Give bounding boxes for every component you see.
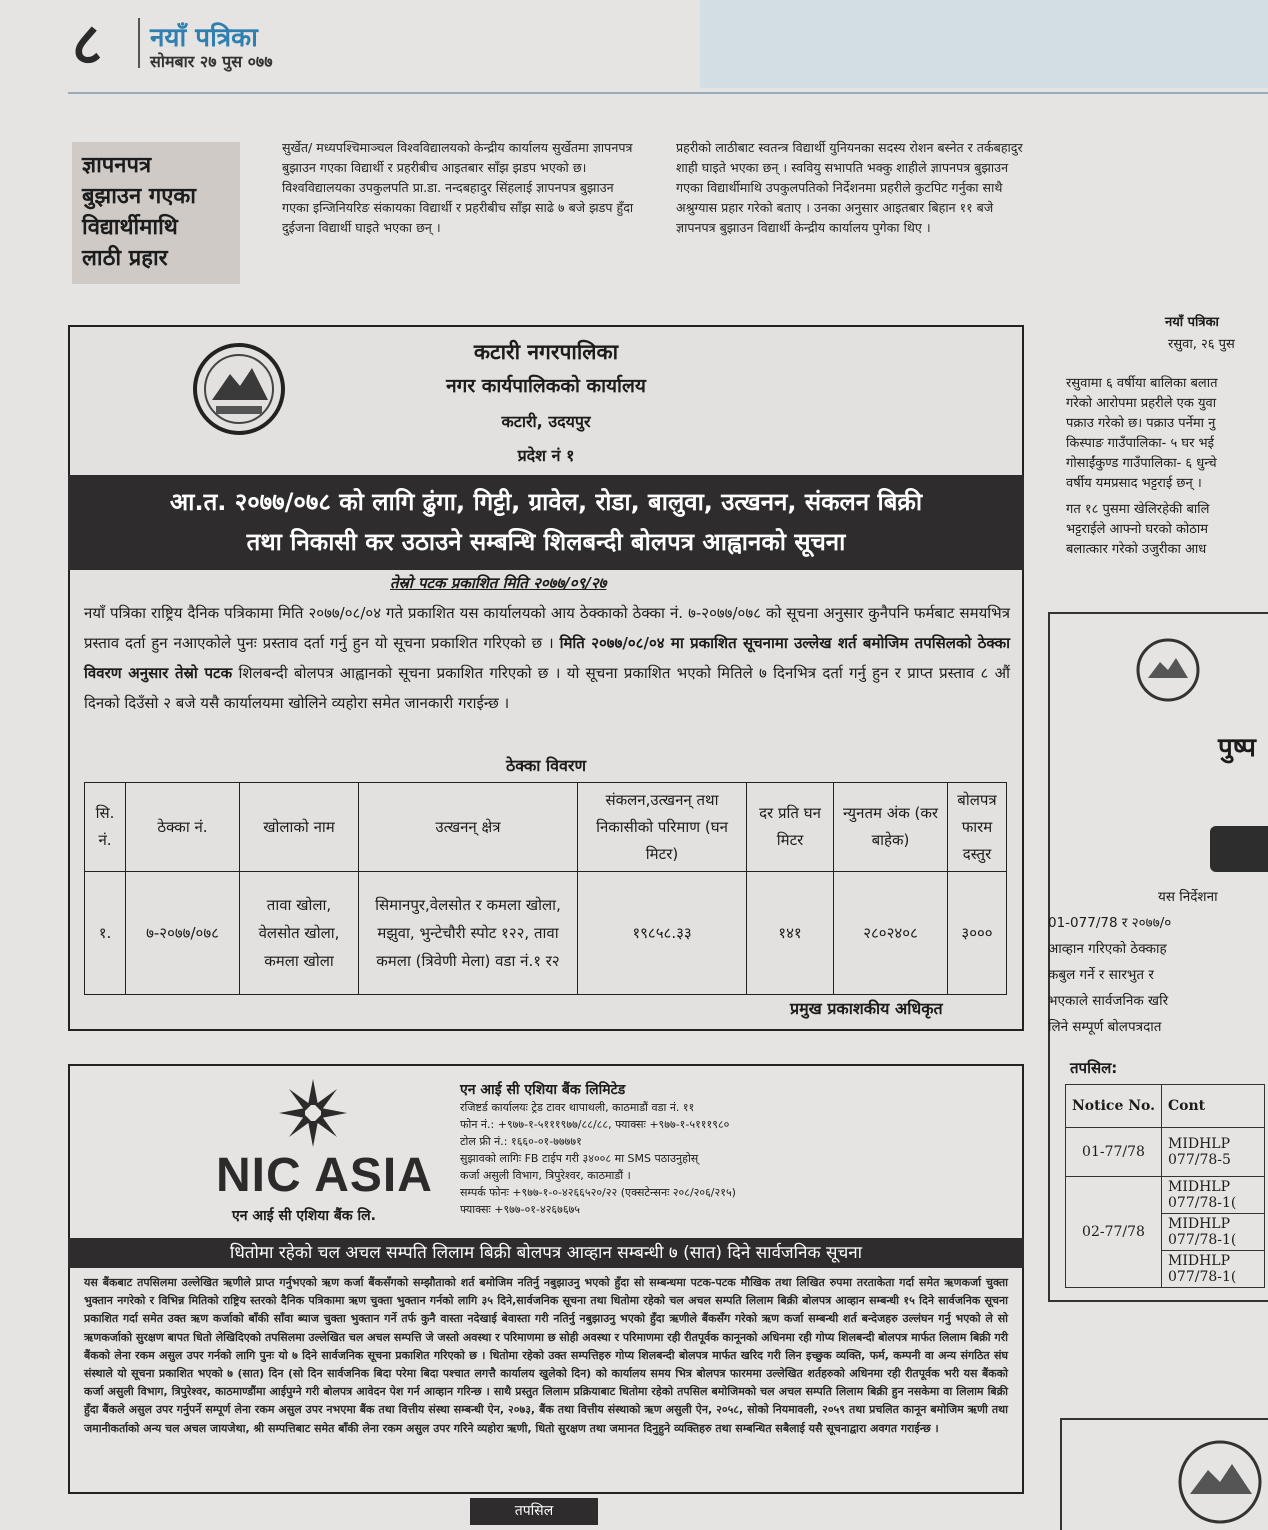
- notice-org-name: कटारी नगरपालिका: [473, 340, 619, 364]
- news-column-2: प्रहरीको लाठीबाट स्वतन्त्र विद्यार्थी युनियनका सदस्य रोशन बस्नेत र तर्कबहादुर शाही घाइते भएका छन् । स्ववियु सभापति भक्कु शाहीले ज्ञापनपत्र बुझाउन गएका विद्यार्थीमाथि उपकुलपतिको निर्देशनमा प्रहरीले कुटपिट गर्नुका साथै अश्रुग्यास प्रहार गरेको बताए । उनका अनुसार आइतबार बिहान ११ बजे ज्ञापनपत्र बुझाउन विद्यार्थी केन्द्रीय कार्यालय पुगेका थिए ।: [676, 140, 1023, 235]
- notice-office-name: नगर कार्यपालिकको कार्यालय: [446, 375, 646, 397]
- side-news-dateline: रसुवा, २६ पुस: [1168, 337, 1235, 352]
- nic-notice-body: यस बैंकबाट तपसिलमा उल्लेखित ऋणीले प्राप्त गर्नुभएको ऋण कर्जा बैंकसँगको सम्झौताको शर्त बमोजिम नतिर्नु नबुझाउनु भएको हुँदा सो सम्बन्धमा पटक-पटक मौखिक तथा लिखित रुपमा तरताकेता गर्दा समेत ऋणकर्जा चुक्ता भुक्तान नगरेको र विभिन्न मितिको राष्ट्रिय स्तरको दैनिक पत्रिकामा ऋण चुक्ता भुक्तान गर्नको लागि ३५ दिने,सार्वजनिक सूचना तथा धितोमा रहेको चल अचल सम्पति लिलाम बिक्री बोलपत्र आव्हान सम्बन्धी १५ दिने सार्वजनिक सूचना प्रकाशित गर्दा समेत उक्त ऋण कर्जाको बाँकी साँवा ब्याज चुक्ता भुक्तान गर्ने तर्फ कुनै वास्ता नदेखाई बेवास्ता गरी नतिर्नु नबुझाउनु भएको हुँदा ऋणीले बैंकसँग गरेको ऋण कर्जा सम्बन्धी शर्त बन्देजहरु उल्लंघन गर्नु भएको ले सो ऋणकर्जाको सुरक्षण बापत धितो लेखिदिएको तपसिलमा उल्लेखित चल अचल सम्पत्ति जे जस्तो अवस्था र परिमाणमा छ सोही अवस्था र परिमाणमा रही रीतपूर्वक कानूनको अधिनमा रही गोप्य शिलबन्दी बोलपत्र मार्फत लिलाम बिक्री गरी बैंकको लेना रकम असुल उपर गर्नको लागि पुनः यो ७ दिने सार्वजनिक सूचना प्रकाशित गरिएको छ । धितोमा रहेको उक्त सम्पत्तिहरु गोप्य शिलबन्दी बोलपत्र मार्फत खरिद गरी लिन इच्छुक व्यक्ति, फर्म, कम्पनी वा अन्य संगठित संघ संस्थाले यो सूचना प्रकाशित भएको ७ (सात) दिन (सो दिन सार्वजनिक बिदा परेमा बिदा पश्चात लगत्तै कार्यालय खुलेको दिन) को कार्यालय समय भित्र बोलपत्र फारममा उल्लेखित शर्तहरुको अधिनमा रही रीतपूर्वक भरी यस बैंकको कर्जा असुली विभाग, त्रिपुरेश्वर, काठमाण्डौंमा आईपुग्ने गरी बोलपत्र आवेदन पेश गर्न आव्हान गरिन्छ । साथै प्रस्तुत लिलाम प्रक्रियाबाट धितोमा रहेको तपसिल बमोजिमको चल अचल सम्पति लिलाम बिक्री हुन नसकेमा वा लिलाम बिक्री हुँदा बैंकले असुल उपर गर्नुपर्ने सम्पूर्ण लेना रकम असुल उपर नभएमा बैंक तथा वित्तीय संस्था सम्बन्धी ऐन, २०७३, बैंक तथा वित्तीय संस्थाको ऋण असुली ऐन, २०५८, सोको नियमावली, २०५९ तथा प्रचलित कानून बमोजिम ऋणी तथा जमानीकर्ताको अन्य चल अचल जायजेथा, श्री सम्पत्तिबाट समेत बाँकी लेना रकम असुल उपर गरिने व्यहोरा ऋणी, धितो सुरक्षण तथा जमानत दिनुहुने व्यक्तिहरु तथा सम्बन्धित सबैलाई यसै सूचनाद्वारा अवगत गराईन्छ ।: [84, 1276, 1008, 1435]
- paper-date: सोमबार २७ पुस ०७७: [150, 52, 273, 71]
- side-notice-text: [1048, 884, 1268, 1040]
- headline-line: लाठी प्रहार: [82, 246, 168, 271]
- notice-publish-date: तेस्रो पटक प्रकाशित मिति २०७७/०९/२७: [390, 574, 607, 592]
- side-table-item: MIDHLP: [1168, 1253, 1231, 1269]
- tender-cell: १९८५८.३३: [578, 872, 747, 995]
- side-notice-bar: [1210, 826, 1268, 872]
- headline-line: बुझाउन गएका: [82, 184, 196, 209]
- headline-line: ज्ञापनपत्र: [82, 153, 152, 178]
- tender-col-header: उत्खनन् क्षेत्र: [359, 783, 578, 872]
- nic-info-line: कर्जा असुली विभाग, त्रिपुरेश्वर, काठमाडौं ।: [460, 1169, 631, 1182]
- tender-cell: तावा खोला, वेलसोत खोला, कमला खोला: [240, 872, 359, 995]
- side-notice-title: पुष्प: [1218, 733, 1256, 763]
- notice-body-bold: मिति २०७७/०८/०४ मा प्रकाशित सूचनामा उल्लेख शर्त बमोजिम तपसिलको ठेक्का विवरण अनुसार तेस्रो पटक: [84, 634, 1010, 682]
- side-table-item: 077/78-1(: [1168, 1195, 1237, 1211]
- side-table-cell: [1162, 1128, 1265, 1177]
- side-table-item: MIDHLP: [1168, 1216, 1231, 1232]
- tender-cell: ३०००: [948, 872, 1007, 995]
- notice-title-banner: [68, 475, 1024, 570]
- nic-asia-logo-subtitle: एन आई सी एशिया बैंक लि.: [232, 1208, 376, 1224]
- side-notice-line: भएकाले सार्वजनिक खरि: [1048, 993, 1169, 1009]
- notice-title-line: आ.त. २०७७/०७८ को लागि ढुंगा, गिट्टी, ग्रावेल, रोडा, बालुवा, उत्खनन, संकलन बिक्री: [169, 488, 923, 516]
- nic-info-line: सम्पर्क फोनः +९७७-१-०-४२६६५२०/२२ (एक्सटेन्सनः २०८/२०६/२१५): [460, 1186, 736, 1199]
- side-table-cell: [1162, 1251, 1265, 1288]
- side-news-line: पक्राउ गरेको छ। पक्राउ पर्नेमा नु: [1066, 416, 1216, 431]
- notice-heading: [68, 0, 1024, 470]
- side-news-line: गत १८ पुसमा खेलिरहेकी बालि: [1066, 502, 1210, 517]
- nic-info-line: रजिष्टर्ड कार्यालयः ट्रेड टावर थापाथली, काठमाडौं वडा नं. ११: [460, 1101, 695, 1114]
- tender-col-header: न्युनतम अंक (कर बाहेक): [834, 783, 948, 872]
- tender-col-header: बोलपत्र फारम दस्तुर: [948, 783, 1007, 872]
- notice-title-line: तथा निकासी कर उठाउने सम्बन्धि शिलबन्दी बोलपत्र आह्वानको सूचना: [246, 528, 846, 556]
- notice-province: प्रदेश नं १: [517, 446, 575, 465]
- side-notice-line: यस निर्देशना: [1158, 889, 1218, 905]
- side-news-body: [1066, 374, 1268, 560]
- notice-body-part: नयाँ पत्रिका राष्ट्रिय दैनिक पत्रिकामा मिति २०७७/०८/०४ गते प्रकाशित यस कार्यालयको आय ठेक्काको ठेक्का नं. ७-२०७७/०७८ को सूचना अनुसार कुनैपनि फर्मबाट समयभित्र प्रस्ताव दर्ता हुन नआएकोले पुनः प्रस्ताव दर्ता गर्नु हुन यो सूचना प्रकाशित गरिएको छ ।: [84, 604, 1010, 652]
- notice-body: [84, 598, 1010, 718]
- side-news-line: गरेको आरोपमा प्रहरीले एक युवा: [1066, 396, 1217, 411]
- news-column-1: सुर्खेत/ मध्यपश्चिमाञ्चल विश्वविद्यालयको केन्द्रीय कार्यालय सुर्खेतमा ज्ञापनपत्र बुझाउन गएका विद्यार्थी र प्रहरीबीच आइतबार साँझ झडप भएको छ। विश्वविद्यालयका उपकुलपति प्रा.डा. नन्दबहादुर सिंहलाई ज्ञापनपत्र बुझाउन गएका इन्जिनियरिङ संकायका विद्यार्थी र प्रहरीबीच साँझ साढे ७ बजे झडप हुँदा दुईजना विद्यार्थी घाइते भएका छन् ।: [282, 140, 634, 235]
- side-table-item: 077/78-5: [1168, 1152, 1231, 1168]
- headline-line: विद्यार्थीमाथि: [82, 215, 178, 240]
- nic-notice-banner: धितोमा रहेको चल अचल सम्पति लिलाम बिक्री बोलपत्र आव्हान सम्बन्धी ७ (सात) दिने सार्वजनिक सूचना: [68, 1238, 1024, 1268]
- nic-info-line: फोन नं.: +९७७-१-५१११९७७/८८/८८, फ्याक्सः +९७७-१-५१११९८०: [460, 1118, 730, 1131]
- tender-cell: १४१: [747, 872, 834, 995]
- side-news-line: वर्षीय यमप्रसाद भट्टराई छन् ।: [1066, 476, 1202, 491]
- side-table-item: MIDHLP: [1168, 1136, 1231, 1152]
- side-table-cell: 01-77/78: [1066, 1128, 1162, 1177]
- notice-body-part: शिलबन्दी बोलपत्र आह्वानको सूचना प्रकाशित गरिएको छ । यो सूचना प्रकाशित भएको मितिले ७ दिनभित्र दर्ता गर्नु हुन र प्राप्त प्रस्ताव ८ औं दिनको दिउँसो २ बजे यसै कार्यालयमा खोलिने व्यहोरा समेत जानकारी गराईन्छ ।: [84, 664, 1010, 712]
- side-notice-line: कबुल गर्ने र सारभुत र: [1048, 967, 1154, 983]
- tender-col-header: सि. नं.: [85, 783, 126, 872]
- side-table-item: 077/78-1(: [1168, 1232, 1237, 1248]
- side-table-cell: 02-77/78: [1066, 1177, 1162, 1288]
- side-news-line: भट्टराईले आफ्नो घरको कोठाम: [1066, 522, 1208, 537]
- paper-name: नयाँ पत्रिका: [150, 23, 258, 53]
- government-emblem-icon: [1170, 1430, 1268, 1525]
- nic-info-line: सुझावको लागिः FB टाईप गरी ३४००८ मा SMS पठाउनुहोस्: [460, 1152, 699, 1165]
- side-table-cell: [1162, 1177, 1265, 1214]
- nic-asia-star-icon: [278, 1078, 348, 1148]
- tender-cell: सिमानपुर,वेलसोत र कमला खोला, मझुवा, भुन्टेचौरी स्पोट १२२, तावा कमला (त्रिवेणी मेला) वडा नं.१ र२: [359, 872, 578, 995]
- side-news-line: गोसाईंकुण्ड गाउँपालिका- ६ धुन्चे: [1066, 456, 1217, 471]
- side-news-line: बलात्कार गरेको उजुरीका आध: [1066, 542, 1207, 557]
- notice-signature: प्रमुख प्रकाशकीय अधिकृत: [790, 999, 943, 1018]
- side-table-header: Notice No.: [1066, 1085, 1162, 1128]
- side-table-item: 077/78-1(: [1168, 1269, 1237, 1285]
- tender-col-header: दर प्रति घन मिटर: [747, 783, 834, 872]
- tender-col-header: संकलन,उत्खनन् तथा निकासीको परिमाण (घन मिटर): [578, 783, 747, 872]
- notice-place: कटारी, उदयपुर: [501, 412, 591, 431]
- side-table-cell: [1162, 1214, 1265, 1251]
- side-news-line: किस्पाङ गाउँपालिका- ५ घर भई: [1066, 436, 1215, 451]
- side-news-source: नयाँ पत्रिका: [1165, 315, 1219, 330]
- tender-cell: १.: [85, 872, 126, 995]
- table-row: [85, 872, 1007, 995]
- nic-asia-logo-text: NIC ASIA: [216, 1149, 433, 1202]
- tender-col-header: खोलाको नाम: [240, 783, 359, 872]
- tender-table-title: ठेक्का विवरण: [505, 756, 587, 775]
- side-notice-line: लिने सम्पूर्ण बोलपत्रदात: [1048, 1019, 1162, 1035]
- tender-col-header: ठेक्का नं.: [126, 783, 240, 872]
- tender-cell: २८०२४०८: [834, 872, 948, 995]
- nic-bank-name: एन आई सी एशिया बैंक लिमिटेड: [460, 1082, 626, 1098]
- nic-tapsil-tab: तपसिल: [470, 1498, 598, 1525]
- tender-table-header-row: [85, 783, 1007, 872]
- tender-cell: ७-२०७७/०७८: [126, 872, 240, 995]
- page-number: ८: [72, 10, 103, 78]
- nic-info-line: फ्याक्सः +९७७-०१-४२६७६७५: [460, 1203, 581, 1216]
- side-table-item: MIDHLP: [1168, 1179, 1231, 1195]
- side-notice-line: आव्हान गरिएको ठेक्काह: [1048, 941, 1167, 957]
- side-notice-line: 01-077/78 र २०७७/०: [1048, 915, 1172, 931]
- side-news-line: रसुवामा ६ वर्षीया बालिका बलात: [1066, 376, 1218, 391]
- tender-table: [84, 782, 1007, 995]
- government-emblem-icon: [1134, 636, 1202, 704]
- side-table-header: Cont: [1162, 1085, 1265, 1128]
- nic-info-line: टोल फ्री नं.: १६६०-०१-७७७७१: [460, 1135, 582, 1148]
- nic-asia-contact-info: [460, 1082, 736, 1218]
- side-notice-table: [1065, 1084, 1265, 1288]
- side-tapsil-label: तपसिल:: [1070, 1059, 1118, 1077]
